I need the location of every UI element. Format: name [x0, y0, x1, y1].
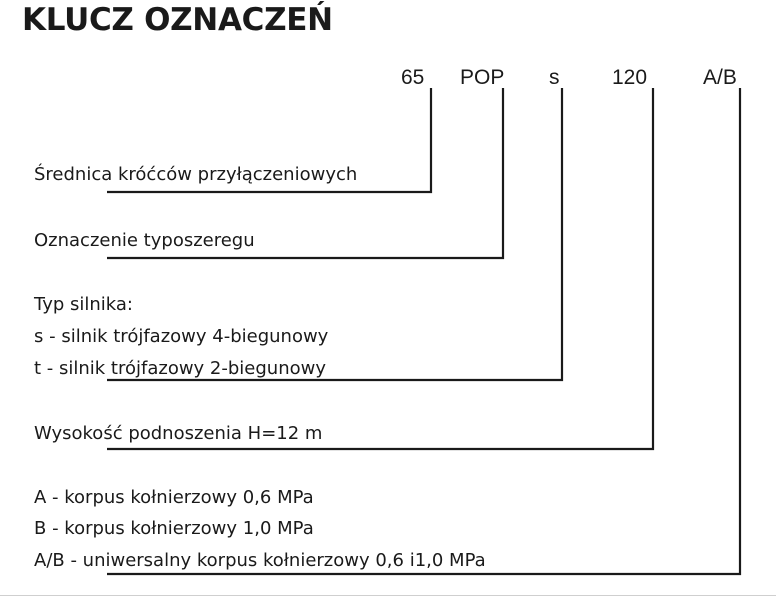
label-diameter: Średnica króćców przyłączeniowych [34, 164, 358, 185]
label-series: Oznaczenie typoszeregu [34, 230, 255, 251]
code-part-series: POP [460, 66, 505, 89]
code-part-head: 120 [612, 66, 648, 89]
label-body-ab: A/B - uniwersalny korpus kołnierzowy 0,6 i1,0 MPa [34, 550, 486, 571]
label-body-a: A - korpus kołnierzowy 0,6 MPa [34, 487, 314, 508]
label-head: Wysokość podnoszenia H=12 m [34, 423, 323, 444]
label-motor-s: s - silnik trójfazowy 4-biegunowy [34, 326, 329, 347]
code-part-body: A/B [703, 66, 737, 89]
bottom-divider [0, 595, 776, 596]
label-motor-heading: Typ silnika: [34, 294, 133, 315]
code-part-motor: s [549, 66, 560, 89]
page-title: KLUCZ OZNACZEŃ [22, 2, 333, 38]
code-part-diameter: 65 [401, 66, 425, 89]
label-motor-t: t - silnik trójfazowy 2-biegunowy [34, 358, 327, 379]
connector-head [107, 88, 653, 449]
label-body-b: B - korpus kołnierzowy 1,0 MPa [34, 518, 314, 539]
